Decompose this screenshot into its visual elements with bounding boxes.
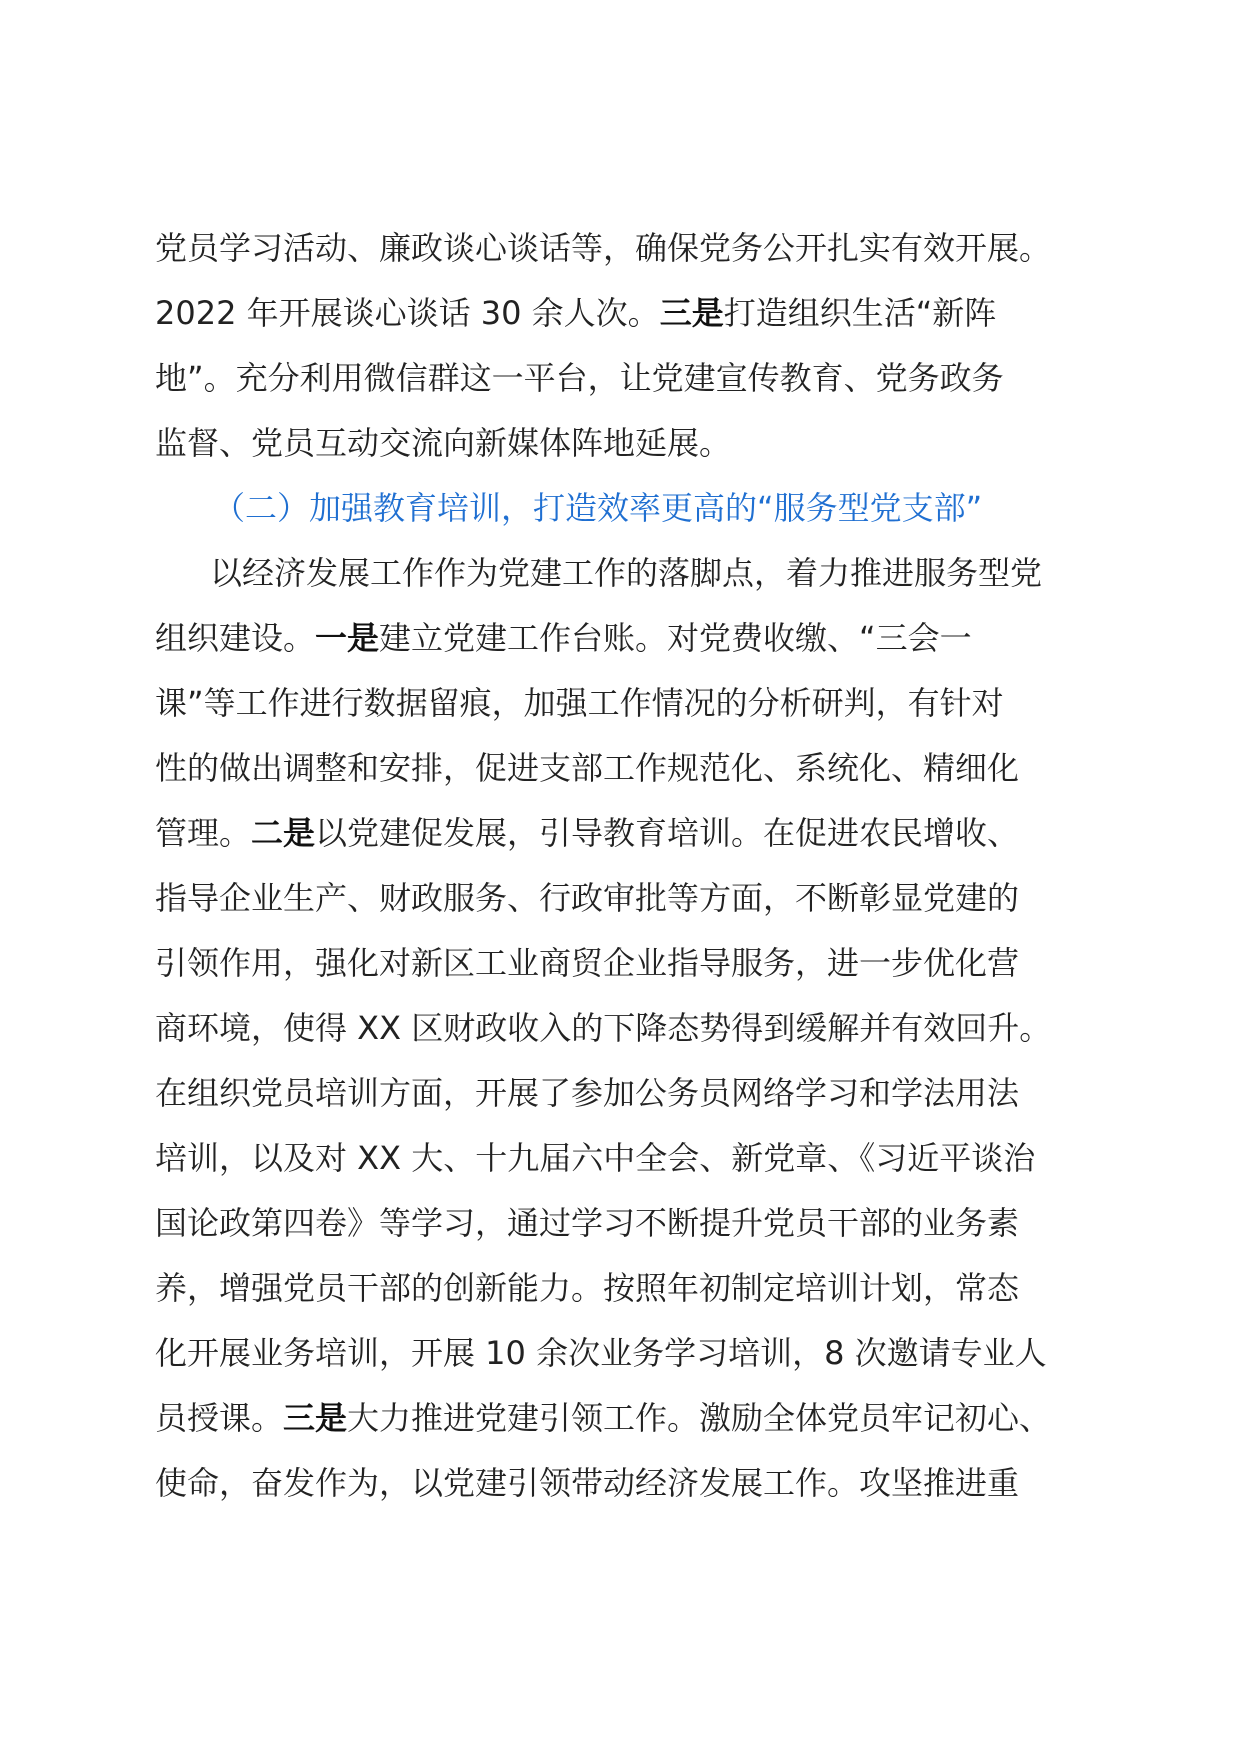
emphasis-text: 一是 bbox=[315, 619, 380, 657]
text-segment: 监督、党员互动交流向新媒体阵地延展。 bbox=[155, 424, 732, 462]
paragraph-line bbox=[155, 216, 1085, 281]
paragraph-line bbox=[155, 606, 1085, 671]
text-segment: 管理。 bbox=[155, 814, 252, 852]
paragraph-line bbox=[155, 1386, 1085, 1451]
text-segment: 商环境，使得 XX 区财政收入的下降态势得到缓解并有效回升。 bbox=[155, 1009, 1052, 1047]
text-segment: 指导企业生产、财政服务、行政审批等方面，不断彰显党建的 bbox=[155, 879, 1020, 917]
paragraph-line bbox=[155, 801, 1085, 866]
paragraph-line bbox=[155, 866, 1085, 931]
text-segment: 以经济发展工作作为党建工作的落脚点，着力推进服务型党 bbox=[210, 554, 1043, 592]
text-segment: （二）加强教育培训，打造效率更高的“服务型党支部” bbox=[213, 489, 983, 527]
paragraph-line bbox=[155, 931, 1085, 996]
paragraph-line bbox=[155, 541, 1085, 606]
paragraph-line bbox=[155, 1256, 1085, 1321]
text-segment: 大力推进党建引领工作。激励全体党员牢记初心、 bbox=[347, 1399, 1052, 1437]
text-segment: 使命，奋发作为，以党建引领带动经济发展工作。攻坚推进重 bbox=[155, 1464, 1020, 1502]
text-segment: 建立党建工作台账。对党费收缴、“三会一 bbox=[379, 619, 972, 657]
emphasis-text: 二是 bbox=[251, 814, 316, 852]
text-segment: 培训，以及对 XX 大、十九届六中全会、新党章、《习近平谈治 bbox=[155, 1139, 1036, 1177]
text-segment: 员授课。 bbox=[155, 1399, 284, 1437]
paragraph-line bbox=[155, 1061, 1085, 1126]
paragraph-line bbox=[155, 411, 1085, 476]
text-segment: 课”等工作进行数据留痕，加强工作情况的分析研判，有针对 bbox=[155, 684, 1004, 722]
section-heading bbox=[155, 476, 1085, 541]
text-segment: 党员学习活动、廉政谈心谈话等，确保党务公开扎实有效开展。 bbox=[155, 229, 1052, 267]
text-segment: 养，增强党员干部的创新能力。按照年初制定培训计划，常态 bbox=[155, 1269, 1020, 1307]
paragraph-line bbox=[155, 736, 1085, 801]
emphasis-text: 三是 bbox=[659, 294, 724, 332]
text-segment: 组织建设。 bbox=[155, 619, 316, 657]
paragraph-line bbox=[155, 1451, 1085, 1516]
paragraph-line bbox=[155, 1191, 1085, 1256]
text-segment: 化开展业务培训，开展 10 余次业务学习培训，8 次邀请专业人 bbox=[155, 1334, 1047, 1372]
text-segment: 国论政第四卷》等学习，通过学习不断提升党员干部的业务素 bbox=[155, 1204, 1020, 1242]
document-body bbox=[155, 216, 1085, 1516]
paragraph-line bbox=[155, 1126, 1085, 1191]
paragraph-line bbox=[155, 996, 1085, 1061]
paragraph-line bbox=[155, 671, 1085, 736]
text-segment: 性的做出调整和安排，促进支部工作规范化、系统化、精细化 bbox=[155, 749, 1020, 787]
text-segment: 地”。充分利用微信群这一平台，让党建宣传教育、党务政务 bbox=[155, 359, 1004, 397]
text-segment: 打造组织生活“新阵 bbox=[723, 294, 997, 332]
emphasis-text: 三是 bbox=[283, 1399, 348, 1437]
text-segment: 引领作用，强化对新区工业商贸企业指导服务，进一步优化营 bbox=[155, 944, 1020, 982]
text-segment: 在组织党员培训方面，开展了参加公务员网络学习和学法用法 bbox=[155, 1074, 1020, 1112]
paragraph-line bbox=[155, 1321, 1085, 1386]
text-segment: 以党建促发展，引导教育培训。在促进农民增收、 bbox=[315, 814, 1020, 852]
paragraph-line bbox=[155, 346, 1085, 411]
text-segment: 2022 年开展谈心谈话 30 余人次。 bbox=[155, 294, 660, 332]
paragraph-line bbox=[155, 281, 1085, 346]
